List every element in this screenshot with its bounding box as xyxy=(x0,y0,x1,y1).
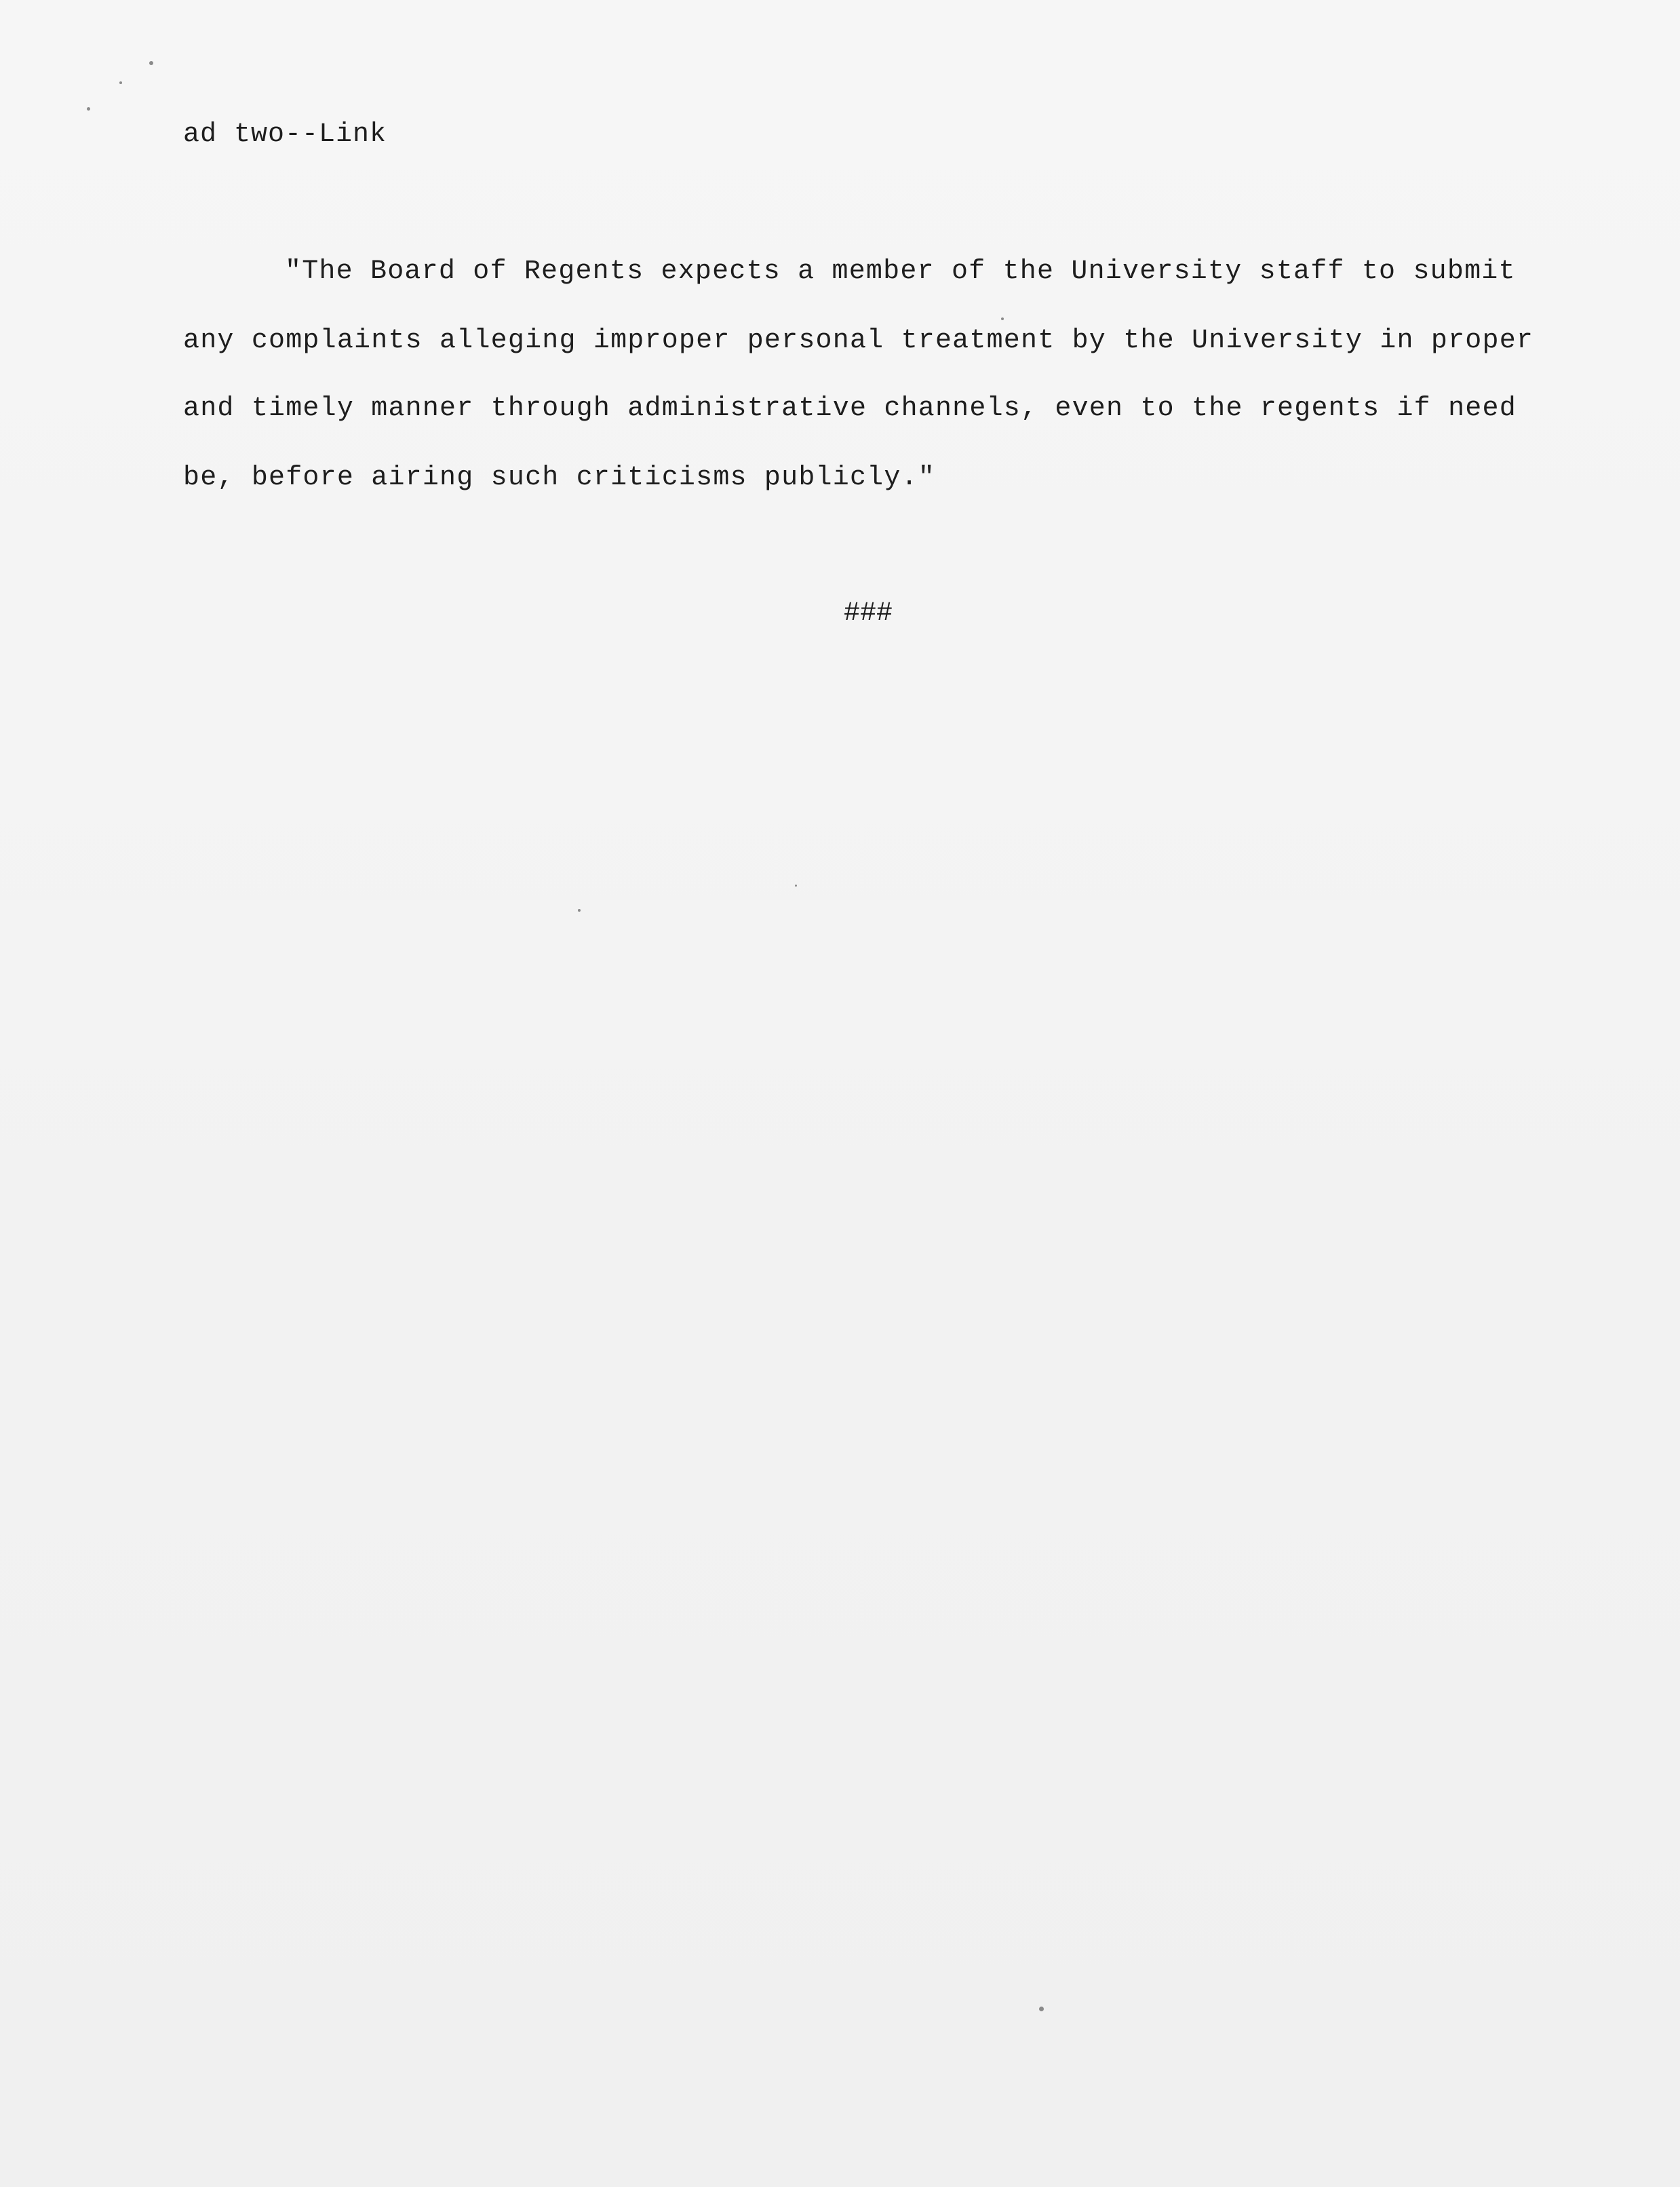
paper-speck xyxy=(149,61,153,65)
paragraph-line: and timely manner through administrative channels, even to the regents if need xyxy=(183,393,1517,424)
paper-speck xyxy=(119,81,122,84)
paragraph-line: "The Board of Regents expects a member of the University staff to submit xyxy=(285,256,1516,287)
paper-speck xyxy=(87,107,90,111)
paragraph-line: be, before airing such criticisms publicly." xyxy=(183,463,935,493)
paper-speck xyxy=(795,885,797,887)
paper-speck xyxy=(1039,2007,1044,2011)
paper-speck xyxy=(578,909,581,912)
end-mark: ### xyxy=(844,598,893,629)
paper-speck xyxy=(1001,317,1004,320)
page-header: ad two--Link xyxy=(183,119,387,150)
paragraph-line: any complaints alleging improper personal treatment by the University in proper xyxy=(183,326,1534,356)
